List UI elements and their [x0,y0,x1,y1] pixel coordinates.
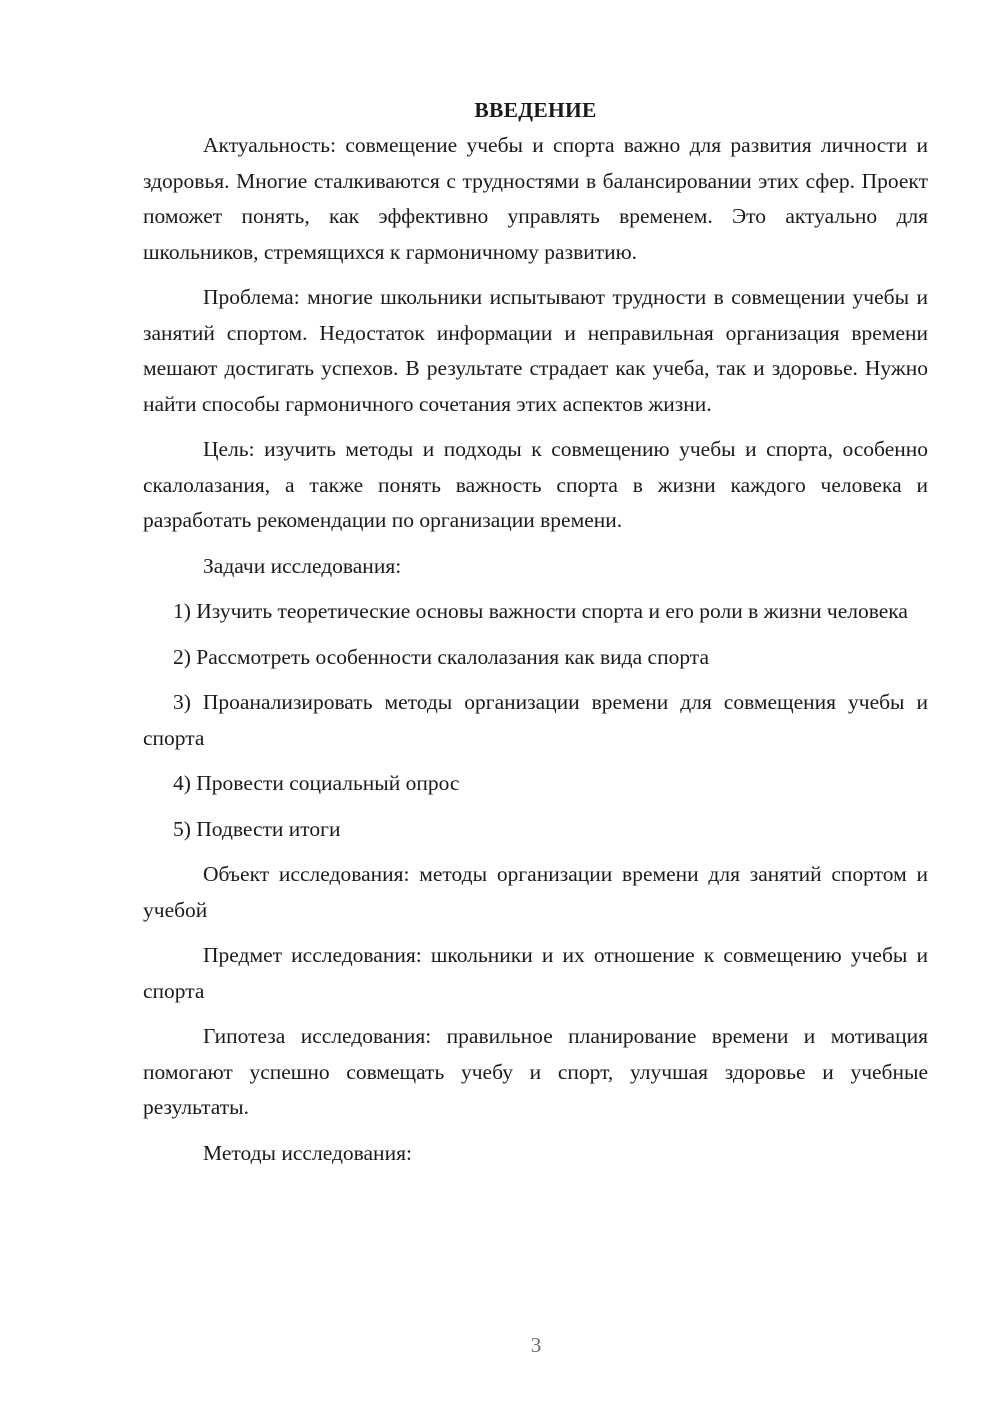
task-item-2: 2) Рассмотреть особенности скалолазания как вида спорта [173,644,709,669]
problem-paragraph: Проблема: многие школьники испытывают трудности в совмещении учебы и занятий спортом. Недостаток информации и неправильная организация времени мешают достигать успехов. В результате страдает как учеба, так и здоровье. Нужно найти способы гармоничного сочетания этих аспектов жизни. [143,285,928,416]
document-page [143,92,928,1181]
page-number: 3 [530,1333,542,1357]
methods-heading: Методы исследования: [203,1140,412,1165]
task-item-1: 1) Изучить теоретические основы важности спорта и его роли в жизни человека [173,599,908,623]
subject-paragraph: Предмет исследования: школьники и их отношение к совмещению учебы и спорта [143,943,928,1003]
page-title: ВВЕДЕНИЕ [474,98,597,122]
task-item-3: 3) Проанализировать методы организации времени для совмещения учебы и спорта [143,690,928,750]
task-item-5: 5) Подвести итоги [173,816,341,841]
goal-paragraph: Цель: изучить методы и подходы к совмещению учебы и спорта, особенно скалолазания, а также понять важность спорта в жизни каждого человека и разработать рекомендации по организации времени. [143,437,928,532]
object-paragraph: Объект исследования: методы организации времени для занятий спортом и учебой [143,862,928,922]
relevance-paragraph: Актуальность: совмещение учебы и спорта важно для развития личности и здоровья. Многие сталкиваются с трудностями в балансировании этих сфер. Проект поможет понять, как эффективно управлять временем. Это актуально для школьников, стремящихся к гармоничному развитию. [143,133,928,264]
hypothesis-paragraph: Гипотеза исследования: правильное планирование времени и мотивация помогают успешно совмещать учебу и спорт, улучшая здоровье и учебные результаты. [143,1024,928,1119]
tasks-heading: Задачи исследования: [203,553,402,578]
task-item-4: 4) Провести социальный опрос [173,771,460,795]
tasks-list [143,594,928,847]
